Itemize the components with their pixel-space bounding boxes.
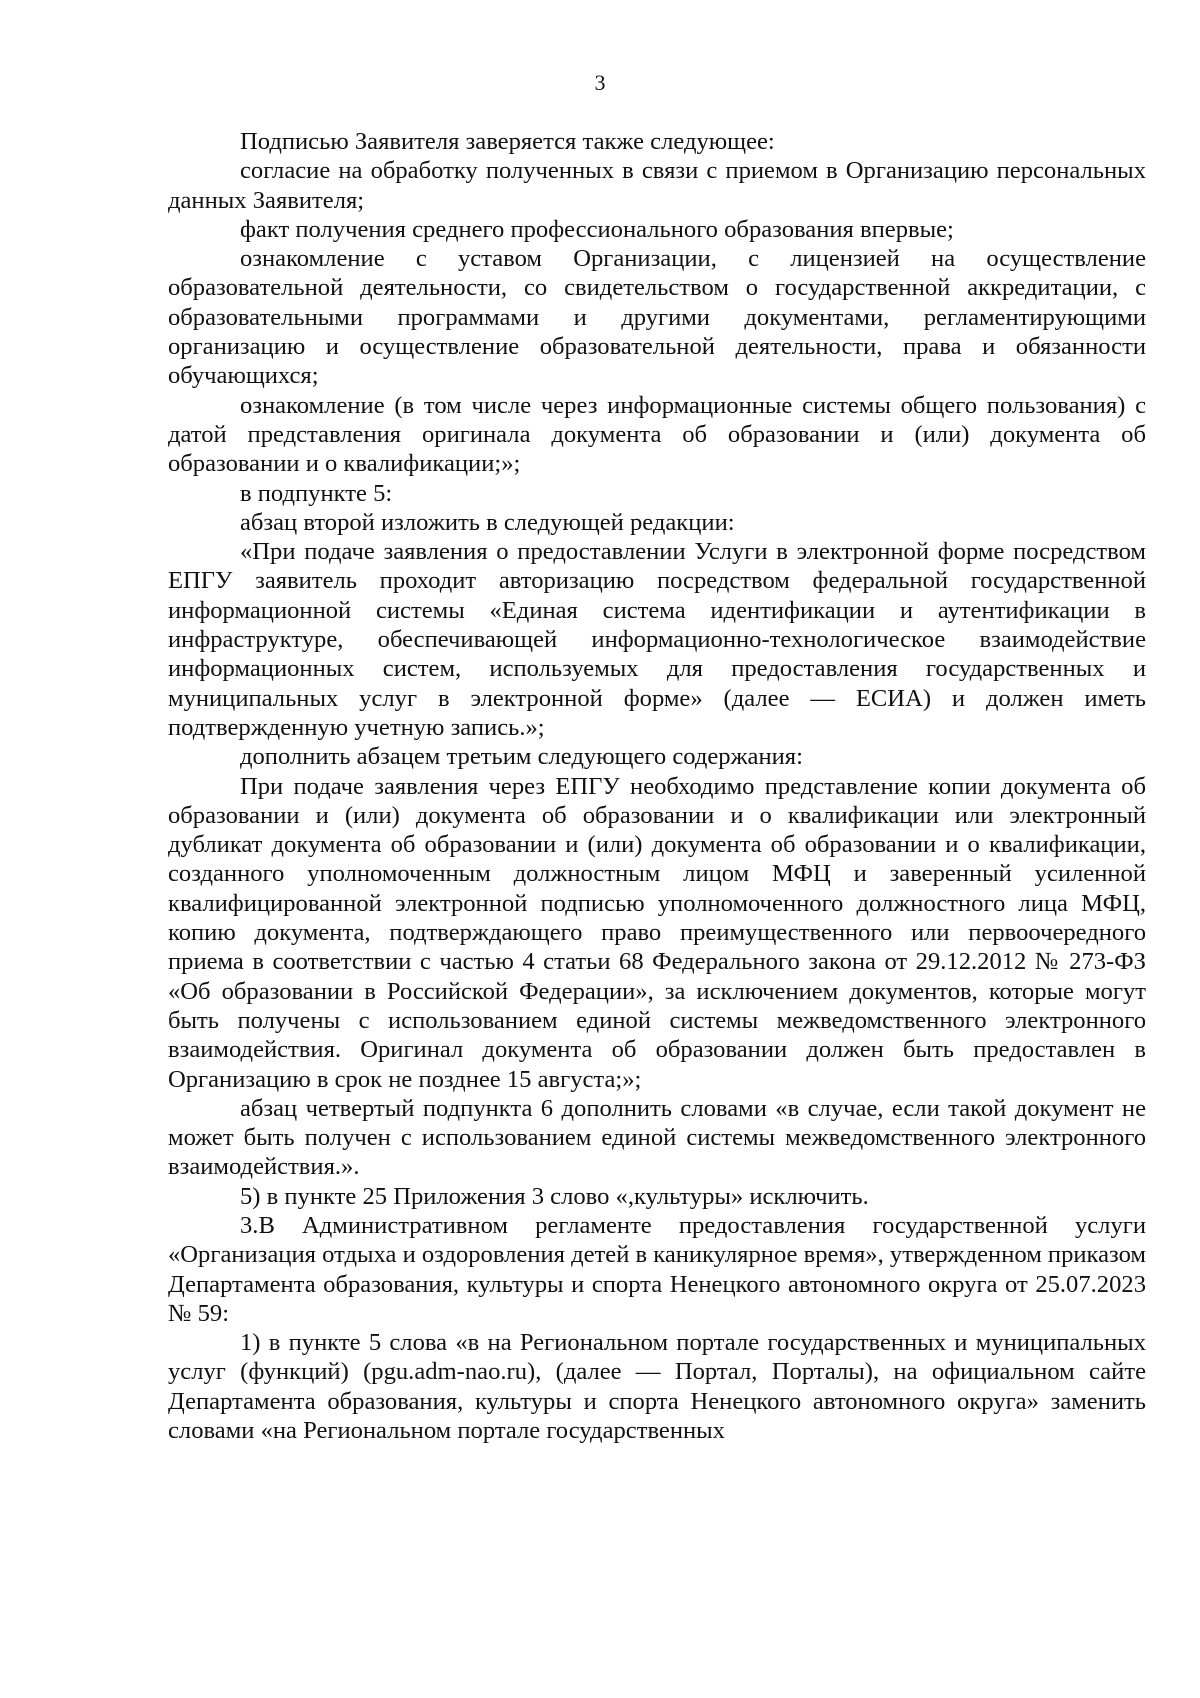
document-body — [168, 127, 1146, 1445]
paragraph-section-3: 3.В Административном регламенте предоставления государственной услуги «Организация отдыха и оздоровления детей в каникулярное время», утвержденном приказом Департамента образования, культуры и спорта Ненецкого автономного округа от 25.07.2023 № 59: — [168, 1211, 1146, 1327]
paragraph-fourth-abzac: абзац четвертый подпункта 6 дополнить словами «в случае, если такой документ не может быть получен с использованием единой системы межведомственного электронного взаимодействия.». — [168, 1094, 1146, 1181]
paragraph-esia: «При подаче заявления о предоставлении Услуги в электронной форме посредством ЕПГУ заявитель проходит авторизацию посредством федеральной государственной информационной системы «Единая система идентификации и аутентификации в инфраструктуре, обеспечивающей информационно-технологическое взаимодействие информационных систем, используемых для предоставления государственных и муниципальных услуг в электронной форме» (далее — ЕСИА) и должен иметь подтвержденную учетную запись.»; — [168, 538, 1146, 741]
page-number: 3 — [594, 70, 606, 95]
paragraph-item-1-point-5: 1) в пункте 5 слова «в на Региональном портале государственных и муниципальных услуг (функций) (pgu.adm-nao.ru), (далее — Портал, Порталы), на официальном сайте Департамента образования, культуры и спорта Ненецкого автономного округа» заменить словами «на Региональном портале государственных — [168, 1329, 1146, 1445]
paragraph-original-date-familiarization: ознакомление (в том числе через информационные системы общего пользования) с датой представления оригинала документа об образовании и (или) документа об образовании и о квалификации;»; — [168, 391, 1146, 478]
paragraph-consent: согласие на обработку полученных в связи с приемом в Организацию персональных данных Заявителя; — [168, 157, 1146, 214]
paragraph-epgu-documents: При подаче заявления через ЕПГУ необходимо представление копии документа об образовании и (или) документа об образовании и о квалификации или электронный дубликат документа об образовании и (или) документа об образовании и о квалификации, созданного уполномоченным должностным лицом МФЦ и заверенный усиленной квалифицированной электронной подписью уполномоченного должностного лица МФЦ, копию документа, подтверждающего право преимущественного или первоочередного приема в соответствии с частью 4 статьи 68 Федерального закона от 29.12.2012 № 273-ФЗ «Об образовании в Российской Федерации», за исключением документов, которые могут быть получены с использованием единой системы межведомственного электронного взаимодействия. Оригинал документа об образовании должен быть предоставлен в Организацию в срок не позднее 15 августа;»; — [168, 772, 1146, 1093]
paragraph-signature-intro: Подписью Заявителя заверяется также следующее: — [240, 128, 775, 155]
paragraph-charter-familiarization: ознакомление с уставом Организации, с лицензией на осуществление образовательной деятельности, со свидетельством о государственной аккредитации, с образовательными программами и другими документами, регламентирующими организацию и осуществление образовательной деятельности, права и обязанности обучающихся; — [168, 245, 1146, 390]
paragraph-third-abzac-intro: дополнить абзацем третьим следующего содержания: — [240, 743, 803, 771]
paragraph-second-abzac-intro: абзац второй изложить в следующей редакции: — [240, 508, 735, 536]
paragraph-item-5-appendix: 5) в пункте 25 Приложения 3 слово «,культуры» исключить. — [240, 1182, 869, 1210]
paragraph-first-education: факт получения среднего профессионального образования впервые; — [240, 215, 954, 243]
paragraph-subitem-5: в подпункте 5: — [240, 479, 393, 507]
